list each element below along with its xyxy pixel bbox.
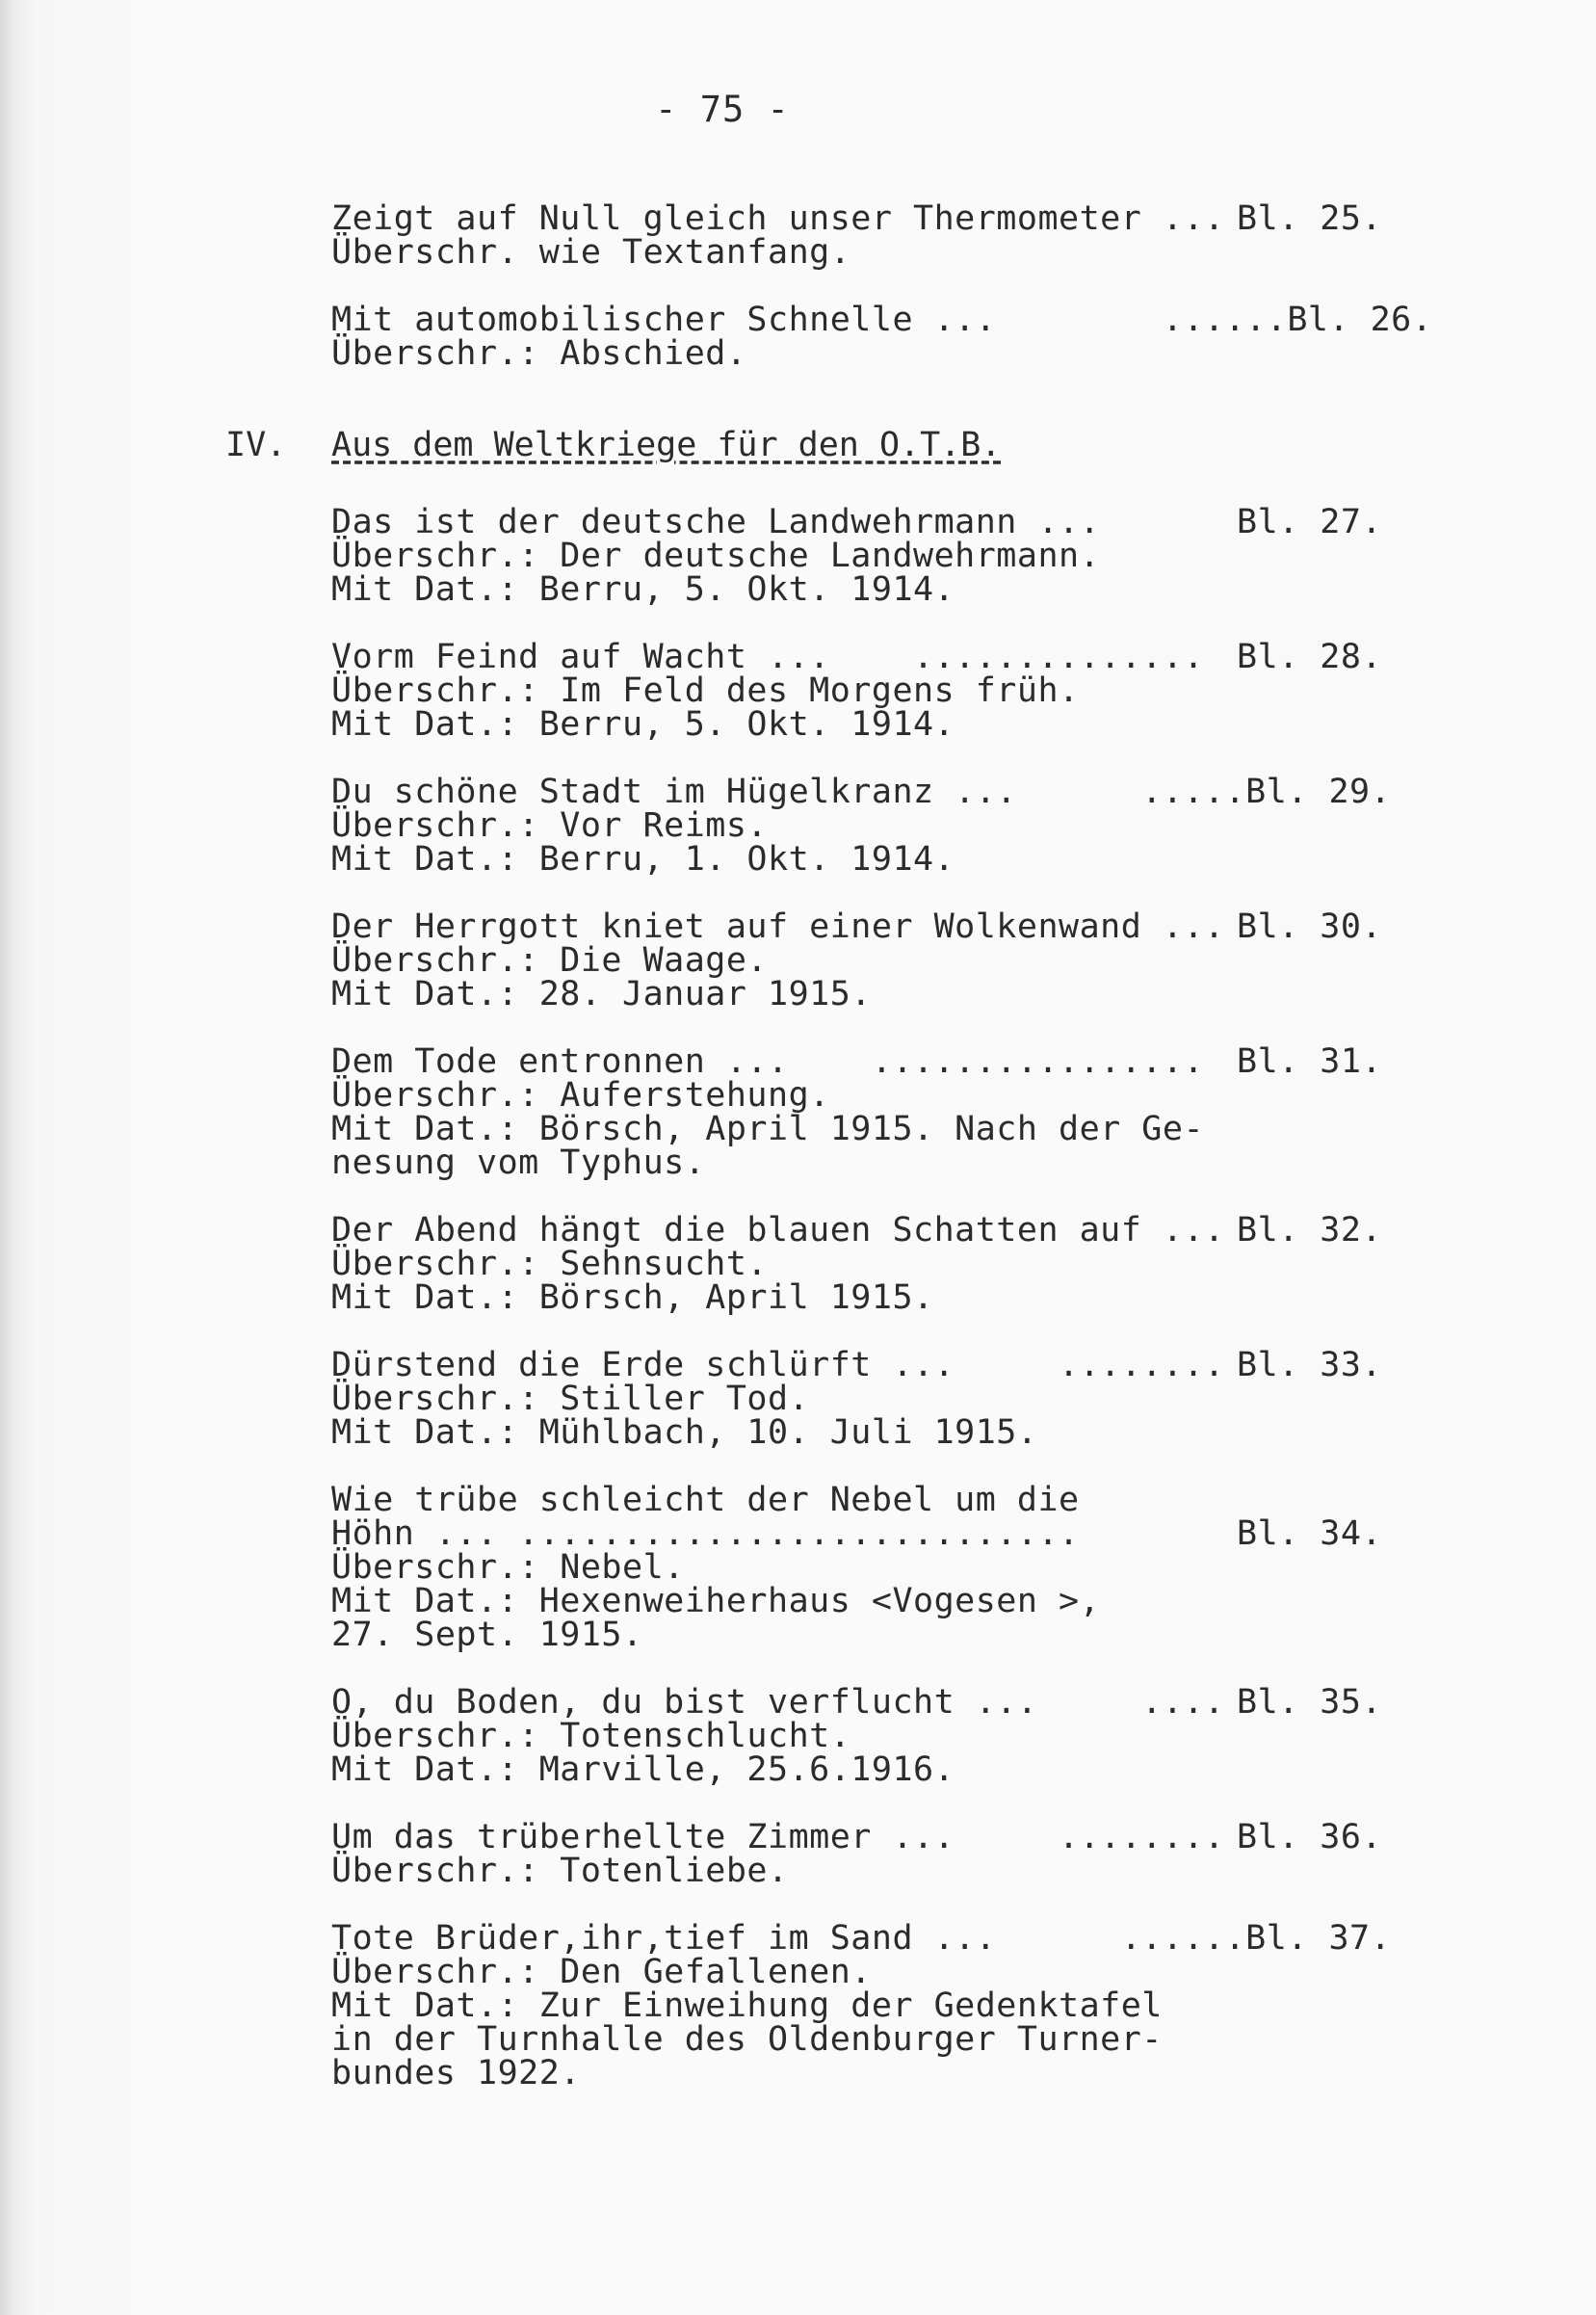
entry-first-line: [331, 773, 1392, 811]
entry-incipit: Dürstend die Erde schlürft ... ........: [331, 1346, 1225, 1384]
entry-incipit: Das ist der deutsche Landwehrmann ...: [331, 503, 1101, 541]
entry-detail-line: Überschr.: Abschied.: [331, 334, 747, 373]
entry-incipit: Mit automobilischer Schnelle ... ......: [331, 301, 1288, 339]
entry-detail-line: Mit Dat.: Marville, 25.6.1916.: [331, 1750, 955, 1789]
entry-detail-line: Überschr.: Nebel.: [331, 1548, 685, 1587]
entry-incipit: Vorm Feind auf Wacht ... ..............: [331, 638, 1205, 676]
entry-first-line: [331, 1683, 1391, 1722]
entry-detail-line: Überschr.: Totenschlucht.: [331, 1717, 851, 1755]
entry-detail-line: Überschr.: Vor Reims.: [331, 806, 769, 845]
entry-sheet-ref: Bl. 37.: [1245, 1919, 1392, 1958]
entry-incipit: Der Abend hängt die blauen Schatten auf ...: [331, 1211, 1225, 1250]
page-number: - 75 -: [655, 89, 790, 130]
entry-detail-line: nesung vom Typhus.: [331, 1144, 706, 1182]
entry-first-line: [331, 1211, 1391, 1250]
entry-sheet-ref: Bl. 25.: [1237, 199, 1383, 238]
entry: [331, 1346, 1410, 1452]
entry-first-line: [331, 503, 1391, 541]
entry-first-line: [331, 1514, 1391, 1553]
entry: [331, 1514, 1410, 1654]
entry-first-line: [331, 1481, 1391, 1519]
entries-list: [331, 503, 1410, 2092]
entry-detail-line: 27. Sept. 1915.: [331, 1616, 643, 1654]
entry: [331, 1481, 1410, 1519]
entry-detail-line: Überschr.: Der deutsche Landwehrmann.: [331, 537, 1101, 575]
entries-before: [331, 199, 1433, 373]
entry-detail-line: Mit Dat.: Zur Einweihung der Gedenktafel: [331, 1986, 1163, 2025]
entry-detail-line: Überschr. wie Textanfang.: [331, 233, 851, 272]
entry-sheet-ref: [1237, 1484, 1391, 1517]
entry-first-line: [331, 910, 1391, 944]
entry-incipit: Dem Tode entronnen ... ................: [331, 1042, 1205, 1081]
entry-first-line: [331, 1919, 1392, 1958]
entry-detail-line: Mit Dat.: Berru, 5. Okt. 1914.: [331, 570, 955, 609]
entry-sheet-ref: Bl. 32.: [1237, 1211, 1383, 1250]
content: [225, 199, 1433, 2124]
entry-sheet-ref: Bl. 27.: [1237, 503, 1383, 541]
entry-detail-line: Überschr.: Totenliebe.: [331, 1852, 789, 1890]
entry-incipit: Zeigt auf Null gleich unser Thermometer ...: [331, 199, 1225, 238]
entry-sheet-ref: Bl. 30.: [1237, 908, 1383, 946]
entry-first-line: [331, 301, 1433, 339]
entry-detail-line: Mit Dat.: Börsch, April 1915.: [331, 1278, 934, 1317]
entry-detail-line: Überschr.: Im Feld des Morgens früh.: [331, 671, 1080, 710]
entry-detail-line: Mit Dat.: Berru, 5. Okt. 1914.: [331, 705, 955, 744]
entry: [331, 773, 1410, 879]
entry: [331, 638, 1410, 744]
entry: [331, 301, 1433, 373]
entry-first-line: [331, 199, 1391, 238]
entry: [331, 910, 1410, 1012]
section-heading: [225, 426, 1410, 464]
entry-sheet-ref: Bl. 36.: [1237, 1818, 1383, 1856]
entry-detail-line: Überschr.: Auferstehung.: [331, 1076, 830, 1115]
entry-detail-line: Mit Dat.: Börsch, April 1915. Nach der Ge-: [331, 1110, 1205, 1148]
entry: [331, 1683, 1410, 1789]
entry-detail-line: Mit Dat.: 28. Januar 1915.: [331, 975, 872, 1013]
entry-incipit: Der Herrgott kniet auf einer Wolkenwand ...: [331, 908, 1225, 946]
entry-incipit: Du schöne Stadt im Hügelkranz ... .....: [331, 773, 1246, 811]
entry-first-line: [331, 1346, 1391, 1384]
entry-detail-line: Mit Dat.: Hexenweiherhaus <Vogesen >,: [331, 1582, 1101, 1620]
entry: [331, 1042, 1410, 1182]
entry-sheet-ref: Bl. 31.: [1237, 1042, 1383, 1081]
entry-sheet-ref: Bl. 34.: [1237, 1514, 1383, 1553]
entry-sheet-ref: Bl. 29.: [1245, 773, 1392, 811]
section-number: IV.: [225, 426, 287, 464]
entry-detail-line: Überschr.: Die Waage.: [331, 941, 769, 980]
entry-detail-line: Überschr.: Sehnsucht.: [331, 1245, 769, 1283]
entry-incipit: Wie trübe schleicht der Nebel um die: [331, 1481, 1080, 1519]
entry-incipit: Höhn ... ...........................: [331, 1514, 1080, 1553]
entry-sheet-ref: Bl. 35.: [1237, 1683, 1383, 1722]
section-title: Aus dem Weltkriege für den O.T.B.: [331, 426, 1002, 464]
entry-detail-line: Überschr.: Stiller Tod.: [331, 1380, 810, 1418]
entry-detail-line: in der Turnhalle des Oldenburger Turner-: [331, 2020, 1163, 2059]
entry-first-line: [331, 638, 1391, 676]
entry: [331, 1211, 1410, 1317]
entry-detail-line: Mit Dat.: Berru, 1. Okt. 1914.: [331, 840, 955, 879]
entry-first-line: [331, 1042, 1391, 1081]
entry-sheet-ref: Bl. 26.: [1287, 301, 1433, 339]
entry-detail-line: Überschr.: Den Gefallenen.: [331, 1953, 872, 1991]
entry-detail-line: Mit Dat.: Mühlbach, 10. Juli 1915.: [331, 1413, 1038, 1452]
entry-sheet-ref: Bl. 28.: [1237, 638, 1383, 676]
entry-incipit: O, du Boden, du bist verflucht ... ....: [331, 1683, 1225, 1722]
entry-detail-line: bundes 1922.: [331, 2054, 581, 2092]
entry: [331, 1818, 1410, 1890]
entry: [331, 199, 1410, 272]
entry: [331, 503, 1410, 609]
entry-sheet-ref: Bl. 33.: [1237, 1346, 1383, 1384]
entry: [331, 1919, 1410, 2092]
entry-incipit: Um das trüberhellte Zimmer ... ........: [331, 1818, 1225, 1856]
entry-first-line: [331, 1818, 1391, 1856]
entry-incipit: Tote Brüder,ihr,tief im Sand ... ......: [331, 1919, 1246, 1958]
